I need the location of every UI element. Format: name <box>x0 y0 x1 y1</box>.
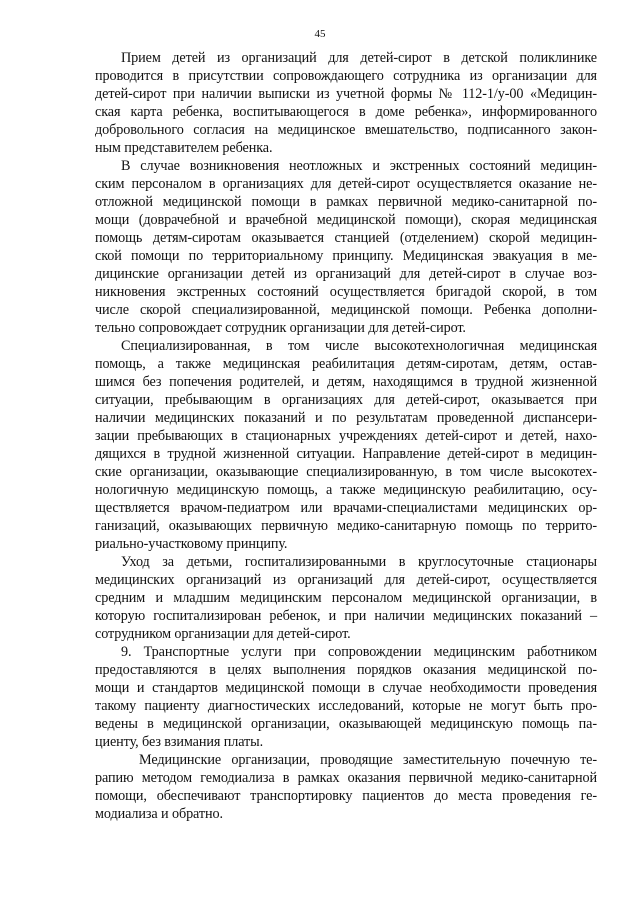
paragraph-2-line-4: мощи (доврачебной и врачебной медицинской помощи), скорая медицинская <box>95 212 597 228</box>
paragraph-4-line-4: которую госпитализирован ребенок, и при наличии медицинских показаний – <box>95 608 597 624</box>
paragraph-5-line-4: такому пациенту диагностических исследований, которые не могут быть про- <box>95 698 597 714</box>
paragraph-2-line-3: отложной медицинской помощи в рамках первичной медико-санитарной по- <box>95 194 597 210</box>
paragraph-2-line-6: ской помощи по территориальному принципу. Медицинская эвакуация в ме- <box>95 248 597 264</box>
paragraph-3-line-7: дящихся в трудной жизненной ситуации. Направление детей-сирот в медицин- <box>95 446 597 462</box>
paragraph-2-line-1: В случае возникновения неотложных и экстренных состояний медицин- <box>121 158 597 174</box>
paragraph-3-line-11: ганизаций, оказывающих первичную медико-санитарную помощь по террито- <box>95 518 597 534</box>
paragraph-1-line-5: добровольного согласия на медицинское вмешательство, подписанного закон- <box>95 122 597 138</box>
paragraph-6-line-4: модиализа и обратно. <box>95 806 223 822</box>
paragraph-1-line-1: Прием детей из организаций для детей-сирот в детской поликлинике <box>121 50 597 66</box>
paragraph-6-line-1: Медицинские организации, проводящие заместительную почечную те- <box>139 752 597 768</box>
paragraph-3-line-5: наличии медицинских показаний и по результатам проведенной диспансери- <box>95 410 597 426</box>
paragraph-3-line-8: ские организации, оказывающие специализированную, в том числе высокотех- <box>95 464 597 480</box>
paragraph-6-line-2: рапию методом гемодиализа в рамках оказания первичной медико-санитарной <box>95 770 597 786</box>
paragraph-5-line-5: ведены в медицинской организации, оказывающей медицинскую помощь па- <box>95 716 597 732</box>
paragraph-3-line-9: нологичную медицинскую помощь, а также медицинскую реабилитацию, осу- <box>95 482 597 498</box>
paragraph-5-line-2: предоставляются в целях выполнения порядков оказания медицинской по- <box>95 662 597 678</box>
paragraph-5-line-6: циенту, без взимания платы. <box>95 734 264 750</box>
paragraph-1-line-3: детей-сирот при наличии выписки из учетной формы № 112-1/у-00 «Медицин- <box>95 86 597 102</box>
paragraph-2-line-5: помощь детям-сиротам оказывается станцией (отделением) скорой медицин- <box>95 230 597 246</box>
paragraph-4-line-1: Уход за детьми, госпитализированными в круглосуточные стационары <box>121 554 597 570</box>
paragraph-2-line-7: дицинские организации детей из организаций для детей-сирот в случае воз- <box>95 266 597 282</box>
paragraph-3-line-12: риально-участковому принципу. <box>95 536 288 552</box>
page-number: 45 <box>314 28 326 40</box>
paragraph-4-line-2: медицинских организаций из организаций для детей-сирот, осуществляется <box>95 572 597 588</box>
paragraph-3-line-3: шимся без попечения родителей, и детям, находящимся в трудной жизненной <box>95 374 597 390</box>
paragraph-5-line-3: мощи и стандартов медицинской помощи в случае необходимости проведения <box>95 680 597 696</box>
paragraph-5-line-1: 9. Транспортные услуги при сопровождении медицинским работником <box>121 644 597 660</box>
paragraph-1-line-4: ская карта ребенка, воспитывающегося в доме ребенка», информированного <box>95 104 597 120</box>
paragraph-2-line-2: ским персоналом в организациях для детей-сирот осуществляется оказание не- <box>95 176 597 192</box>
paragraph-3-line-1: Специализированная, в том числе высокотехнологичная медицинская <box>121 338 597 354</box>
paragraph-1-line-2: проводится в присутствии сопровождающего сотрудника из организации для <box>95 68 597 84</box>
paragraph-2-line-8: никновения экстренных состояний осуществляется бригадой скорой, в том <box>95 284 597 300</box>
paragraph-2-line-10: тельно сопровождает сотрудник организации для детей-сирот. <box>95 320 466 336</box>
paragraph-3-line-10: ществляется врачом-педиатром или врачами-специалистами медицинских ор- <box>95 500 597 516</box>
paragraph-3-line-6: зации пребывающих в стационарных учреждениях детей-сирот и детей, нахо- <box>95 428 597 444</box>
paragraph-6-line-3: помощи, обеспечивают транспортировку пациентов до места проведения ге- <box>95 788 597 804</box>
paragraph-2-line-9: числе скорой специализированной, медицинской помощи. Ребенка дополни- <box>95 302 597 318</box>
document-body <box>95 49 597 823</box>
paragraph-4-line-5: сотрудником организации для детей-сирот. <box>95 626 351 642</box>
paragraph-3-line-4: ситуации, пребывающим в организациях для детей-сирот, оказывается при <box>95 392 597 408</box>
paragraph-1-line-6: ным представителем ребенка. <box>95 140 273 156</box>
paragraph-3-line-2: помощь, а также медицинская реабилитация детям-сиротам, детям, остав- <box>95 356 597 372</box>
paragraph-4-line-3: средним и младшим медицинским персоналом медицинской организации, в <box>95 590 597 606</box>
